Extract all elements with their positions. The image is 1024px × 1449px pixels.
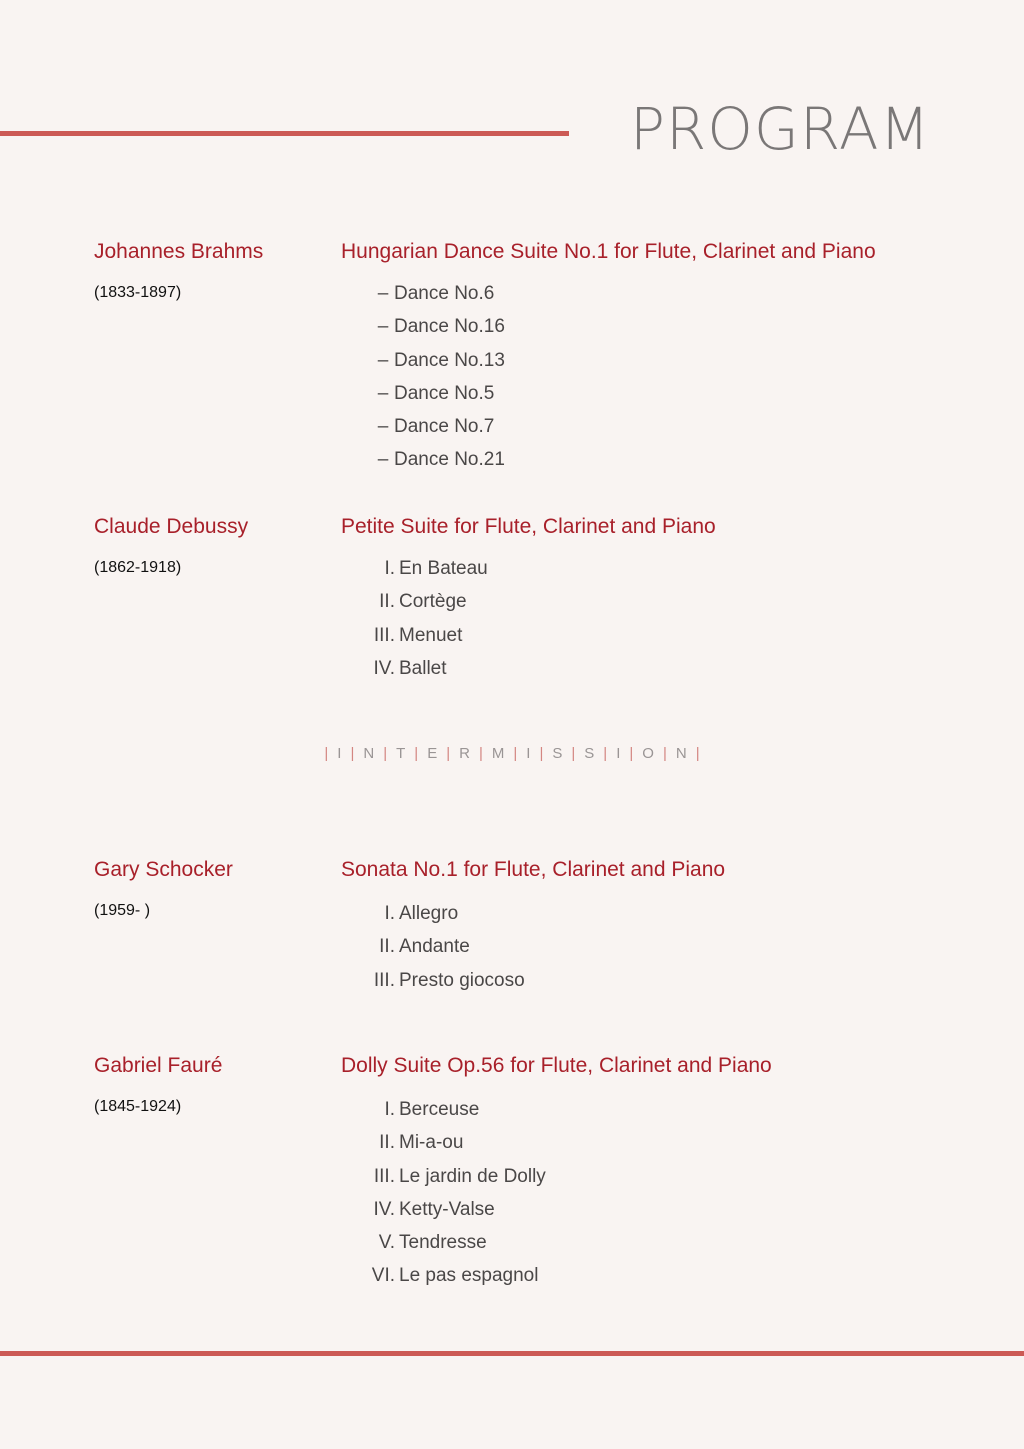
movement-title: Dance No.16 (394, 316, 505, 338)
movement-title: Menuet (399, 624, 463, 646)
intermission-letter: S (584, 745, 595, 762)
composer-years: (1833-1897) (94, 284, 182, 301)
page-title: PROGRAM (630, 95, 931, 163)
composer-name: Gary Schocker (94, 858, 233, 881)
intermission-letter: I (337, 745, 342, 762)
movement-title: Le pas espagnol (399, 1265, 539, 1287)
movement-title: Presto giocoso (399, 969, 525, 991)
intermission-letter: I (616, 745, 621, 762)
movement-title: Mi-a-ou (399, 1132, 464, 1154)
dash-marker: – (377, 283, 389, 304)
intermission-letter: R (459, 745, 470, 762)
intermission-letter: N (675, 745, 687, 762)
intermission-letter: M (491, 745, 505, 762)
roman-numeral: VI. (371, 1265, 395, 1287)
top-divider-line (0, 131, 569, 136)
roman-numeral: III. (373, 969, 395, 991)
roman-numeral: I. (384, 558, 395, 579)
roman-numeral: I. (384, 1099, 395, 1120)
movement-title: Ketty-Valse (399, 1198, 495, 1220)
intermission-letter: I (526, 745, 531, 762)
roman-numeral: IV. (373, 1198, 395, 1220)
work-title: Sonata No.1 for Flute, Clarinet and Piano (341, 858, 726, 881)
roman-numeral: IV. (373, 657, 395, 679)
composer-years: (1862-1918) (94, 559, 182, 576)
movement-title: Ballet (399, 657, 447, 679)
work-title: Dolly Suite Op.56 for Flute, Clarinet and Piano (341, 1054, 772, 1077)
intermission-letter: E (427, 745, 438, 762)
roman-numeral: I. (384, 903, 395, 924)
work-title: Hungarian Dance Suite No.1 for Flute, Clarinet and Piano (341, 240, 876, 263)
roman-numeral: III. (373, 624, 395, 646)
movement-title: Dance No.5 (394, 382, 495, 404)
movement-title: Cortège (399, 591, 467, 613)
composer-name: Claude Debussy (94, 515, 249, 538)
movement-title: Le jardin de Dolly (399, 1165, 546, 1187)
movement-title: Dance No.21 (394, 449, 505, 471)
dash-marker: – (377, 416, 389, 438)
movement-title: Dance No.13 (394, 349, 505, 371)
movement-title: En Bateau (399, 558, 488, 579)
movement-title: Dance No.7 (394, 416, 495, 438)
movement-title: Andante (399, 936, 470, 958)
work-title: Petite Suite for Flute, Clarinet and Piano (341, 515, 716, 538)
movement-title: Allegro (399, 903, 459, 924)
composer-years: (1845-1924) (94, 1098, 182, 1115)
roman-numeral: III. (373, 1165, 395, 1187)
dash-marker: – (377, 316, 389, 338)
intermission-letter: S (552, 745, 563, 762)
roman-numeral: II. (379, 591, 395, 613)
roman-numeral: II. (379, 1132, 395, 1154)
intermission-banner: | I | N | T | E | R | M | I | S | S | I | O | N | (324, 745, 700, 762)
dash-marker: – (377, 349, 389, 371)
composer-years: (1959- ) (94, 902, 151, 919)
bottom-divider-line (0, 1351, 1024, 1356)
composer-name: Gabriel Fauré (94, 1054, 223, 1077)
movement-title: Dance No.6 (394, 283, 495, 304)
composer-name: Johannes Brahms (94, 240, 264, 263)
dash-marker: – (377, 382, 389, 404)
intermission-letter: O (642, 745, 654, 762)
intermission-letter: T (396, 745, 406, 762)
roman-numeral: V. (378, 1232, 395, 1254)
dash-marker: – (377, 449, 389, 471)
intermission-letter: N (363, 745, 375, 762)
movement-title: Tendresse (399, 1232, 487, 1254)
roman-numeral: II. (379, 936, 395, 958)
movement-title: Berceuse (399, 1099, 480, 1120)
